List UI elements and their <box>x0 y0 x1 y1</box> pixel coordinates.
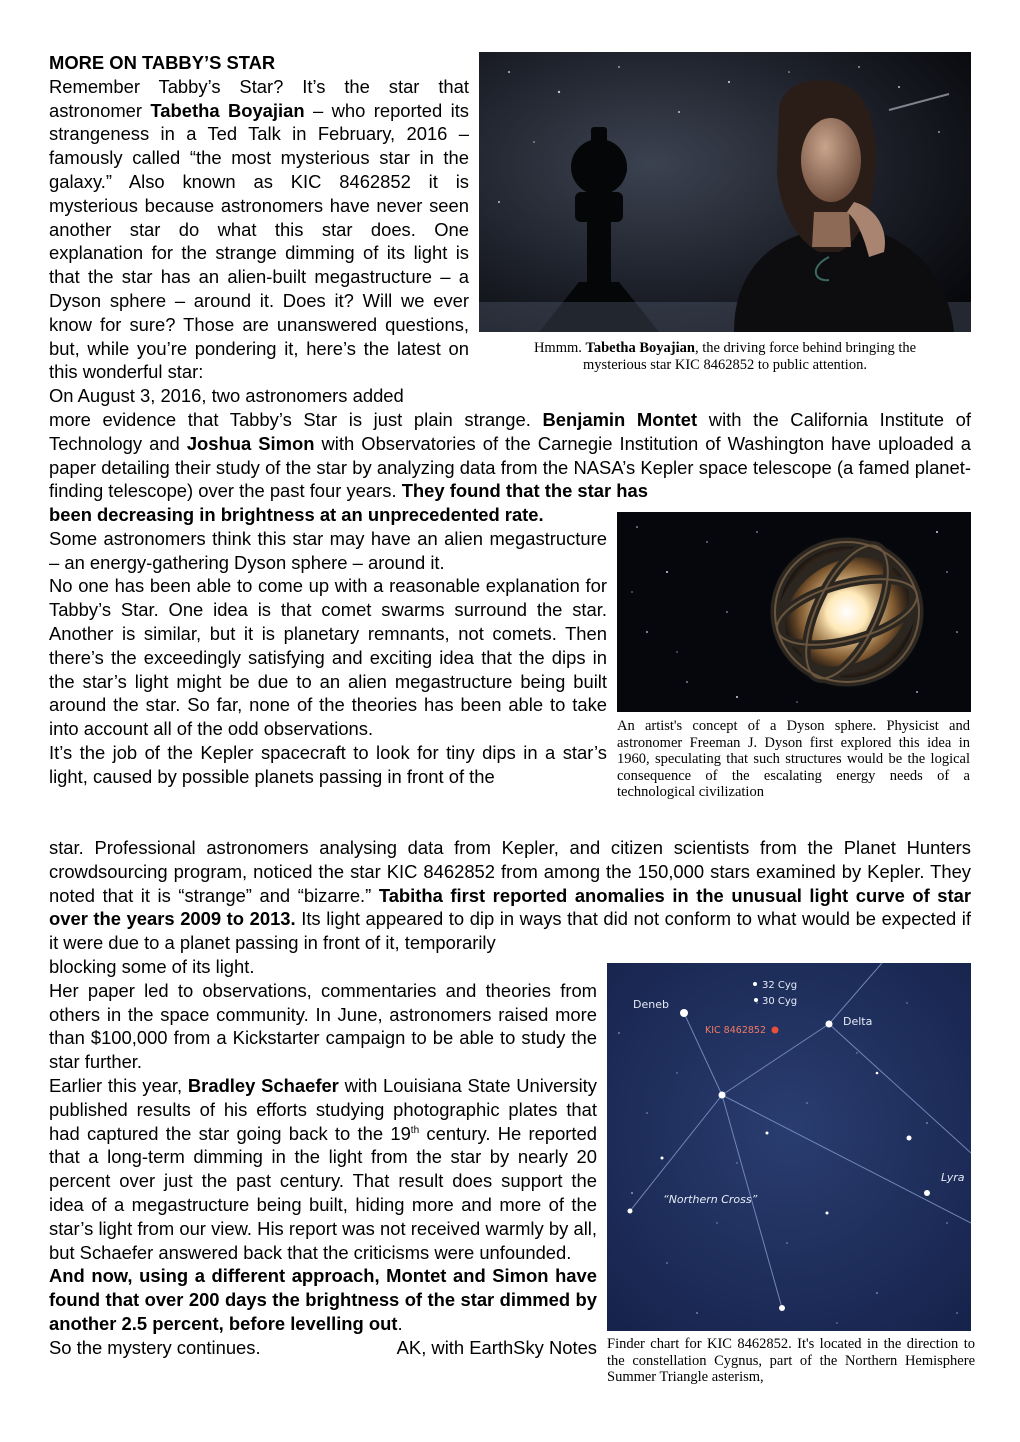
article-signature: AK, with EarthSky Notes <box>396 1336 597 1358</box>
article-bottom <box>49 955 597 1360</box>
article-wide-1 <box>49 408 971 503</box>
dyson-sphere-illustration <box>617 512 971 712</box>
label-30-cyg: 30 Cyg <box>762 996 798 1007</box>
article-paragraph-4: No one has been able to come up with a reasonable explanation for Tabby’s Star. One idea is that comet swarms surround the star. Another is similar, but it is planetary remnants, not comets. Then there’s the exceedingly satisfying and exciting idea that the dips in the star’s light might be due to an alien megastructure being built around the star. So far, none of the theories has been able to take into account all of the odd observations. <box>49 575 607 740</box>
article-closing-line <box>49 1336 597 1360</box>
dyson-sphere-art <box>617 512 971 712</box>
article-paragraph-3: Some astronomers think this star may have an alien megastructure – an energy-gathering Dyson sphere – around it. <box>49 527 607 573</box>
label-lyra: Lyra <box>941 1171 965 1184</box>
article-key-finding: been decreasing in brightness at an unprecedented rate. <box>49 504 544 525</box>
article-paragraph-5-end: blocking some of its light. <box>49 956 255 977</box>
article-paragraph-5: star. Professional astronomers analysing data from Kepler, and citizen scientists from the Planet Hunters crowdsourcing program, noticed the star KIC 8462852 from among the 150,000 stars examined by Kepler. They noted that it is “strange” and “bizarre.” Tabitha first reported anomalies in the unusual light curve of star over the years 2009 to 2013. Its light appeared to dip in ways that did not conform to what would be expected if it were due to a planet passing in front of it, temporarily <box>49 837 971 954</box>
article-title: MORE ON TABBY’S STAR <box>49 52 276 73</box>
article-paragraph-2: more evidence that Tabby’s Star is just plain strange. Benjamin Montet with the California Institute of Technology and Joshua Simon with Observatories of the Carnegie Institution of Washington have uploaded a paper detailing their study of the star by analyzing data from the NASA’s Kepler space telescope (a famed planet-finding telescope) over the past four years. They found that the star has <box>49 409 971 502</box>
article-paragraph-2-start: On August 3, 2016, two astronomers added <box>49 385 404 407</box>
finder-chart-caption: Finder chart for KIC 8462852. It's located in the direction to the constellation Cygnus, part of the Northern Hemisphere Summer Triangle asterism, <box>607 1336 975 1385</box>
label-deneb: Deneb <box>633 998 669 1011</box>
article-middle <box>49 503 607 789</box>
photo-tabetha-boyajian <box>479 52 971 332</box>
photo-2-caption: An artist's concept of a Dyson sphere. Physicist and astronomer Freeman J. Dyson first explored this idea in 1960, speculating that such structures would be the logical consequence of the escalating energy needs of a technological civilization <box>617 718 970 800</box>
article-paragraph-8: And now, using a different approach, Montet and Simon have found that over 200 days the brightness of the star dimmed by another 2.5 percent, before levelling out. <box>49 1265 597 1334</box>
label-delta: Delta <box>843 1015 873 1028</box>
article-paragraph-1: Remember Tabby’s Star? It’s the star that astronomer Tabetha Boyajian – who reported its strangeness in a Ted Talk in February, 2016 – famously called “the most mysterious star in the galaxy.” Also known as KIC 8462852 it is mysterious because astronomers have never seen another star do what this star does. One explanation for the strange dimming of its light is that the star has an alien-built megastructure – a Dyson sphere – around it. Does it? Will we ever know for sure? Those are unanswered questions, but, while you’re pondering it, here’s the latest on this wonderful star: <box>49 75 470 383</box>
label-kic-8462852: KIC 8462852 <box>705 1025 766 1036</box>
name-benjamin-montet: Benjamin Montet <box>542 409 698 430</box>
finder-chart-svg <box>607 963 971 1331</box>
label-32-cyg: 32 Cyg <box>762 980 798 991</box>
article-paragraph-6: Her paper led to observations, commentaries and theories from others in the space community. In June, astronomers raised more than $100,000 from a Kickstarter campaign to be able to study the star further. <box>49 979 597 1073</box>
finder-chart-map <box>607 963 971 1331</box>
name-bradley-schaefer: Bradley Schaefer <box>187 1074 339 1096</box>
article-wide-2 <box>49 836 971 955</box>
planetarium-illustration <box>479 52 971 332</box>
article-paragraph-7: Earlier this year, Bradley Schaefer with Louisiana State University published results of his efforts studying photographic plates that had captured the star going back to the 19th century. He reported that a long-term dimming in the light from the star by nearly 20 percent over just the past century. That result does support the idea of a megastructure being built, hiding more and more of the star’s light from our view. His report was not received warmly by all, but Schaefer answered back that the criticisms were unfounded. <box>49 1074 597 1263</box>
photo-1-caption: Hmmm. Tabetha Boyajian, the driving force behind bringing the mysterious star KIC 8462852 to public attention. <box>533 340 917 373</box>
label-northern-cross: “Northern Cross” <box>663 1193 758 1206</box>
name-tabetha-boyajian: Tabetha Boyajian <box>150 99 305 121</box>
article-paragraph-9: So the mystery continues. <box>49 1336 261 1358</box>
article-top <box>49 51 469 408</box>
kic-8462852-marker <box>772 1027 779 1034</box>
article-paragraph-5-start: It’s the job of the Kepler spacecraft to look for tiny dips in a star’s light, caused by possible planets passing in front of the <box>49 741 607 787</box>
name-joshua-simon: Joshua Simon <box>186 432 315 454</box>
